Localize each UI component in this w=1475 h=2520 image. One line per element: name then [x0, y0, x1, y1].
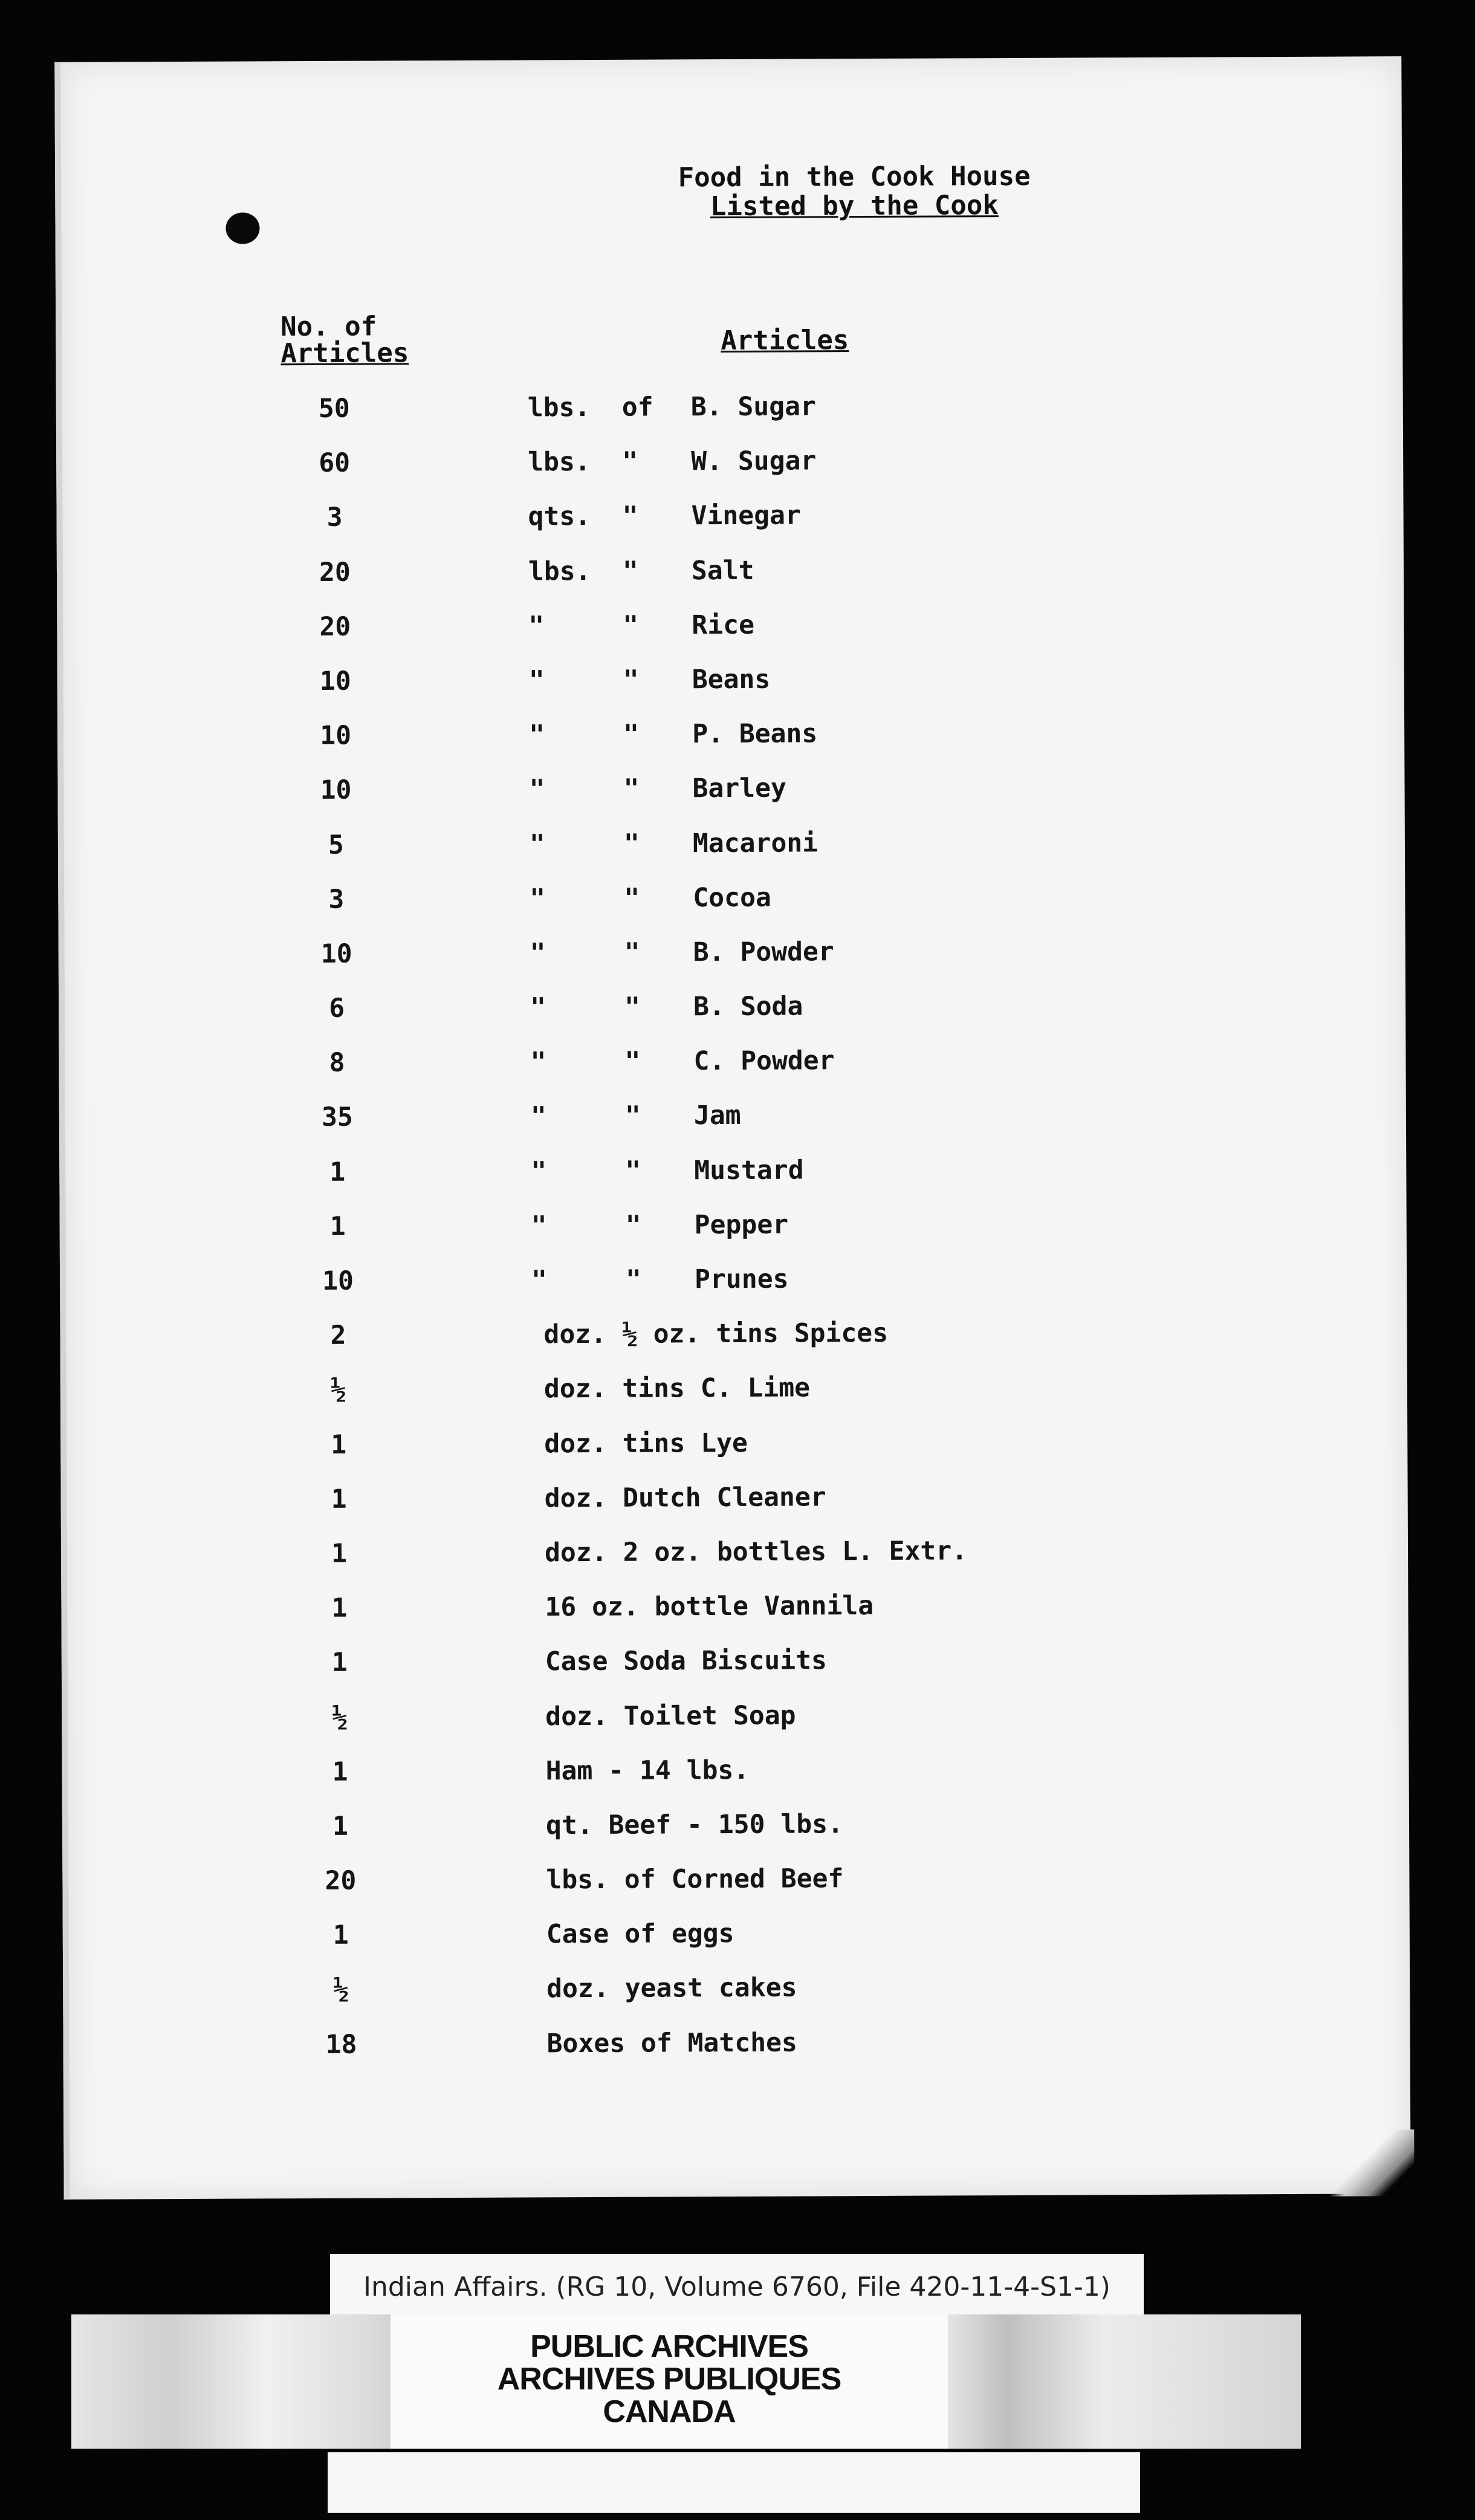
list-item — [63, 758, 1404, 819]
list-item — [65, 1140, 1406, 1201]
item-description: lbs. of Corned Beef — [546, 1863, 844, 1895]
item-of: " — [624, 992, 641, 1022]
item-description: Boxes of Matches — [546, 2027, 797, 2059]
item-description: doz. tins C. Lime — [543, 1372, 811, 1405]
item-name: B. Powder — [693, 937, 834, 968]
item-quantity: 10 — [322, 1265, 354, 1296]
item-of: " — [625, 1264, 642, 1295]
list-item — [62, 431, 1403, 492]
item-unit: " — [529, 828, 545, 859]
item-of: " — [623, 828, 640, 859]
item-quantity: 1 — [331, 1648, 348, 1678]
item-quantity: 20 — [319, 557, 351, 588]
item-name: C. Powder — [693, 1045, 835, 1077]
item-of: " — [622, 556, 638, 586]
item-name: Rice — [692, 609, 755, 641]
list-item — [63, 649, 1404, 710]
item-quantity: 10 — [320, 720, 352, 752]
item-name: Barley — [692, 773, 787, 804]
list-item — [68, 1849, 1409, 1909]
item-description: Case Soda Biscuits — [545, 1645, 827, 1677]
list-item — [64, 813, 1405, 874]
item-quantity: 50 — [318, 393, 350, 424]
item-of: " — [624, 937, 640, 968]
list-item — [65, 922, 1405, 982]
item-name: Vinegar — [691, 500, 801, 531]
header-no-line-1: No. of — [280, 311, 377, 343]
item-of: " — [623, 773, 640, 805]
item-of: " — [623, 664, 639, 695]
item-name: P. Beans — [692, 718, 818, 750]
item-quantity: ½ — [330, 1375, 346, 1406]
item-description: doz. Dutch Cleaner — [544, 1482, 826, 1514]
item-quantity: 1 — [331, 1538, 348, 1569]
list-item — [68, 1631, 1409, 1691]
item-description: doz. tins Lye — [544, 1427, 748, 1459]
blank-label — [328, 2452, 1140, 2513]
title-line-2: Listed by the Cook — [710, 190, 999, 222]
item-quantity: 1 — [329, 1157, 346, 1187]
item-unit: " — [530, 992, 546, 1023]
item-description: 16 oz. bottle Vannila — [545, 1591, 874, 1623]
item-name: Prunes — [694, 1264, 789, 1295]
item-of: " — [624, 1101, 641, 1132]
item-description: qt. Beef - 150 lbs. — [545, 1809, 844, 1841]
item-quantity: 1 — [332, 1756, 348, 1787]
list-item — [62, 377, 1403, 437]
page-curl — [1323, 2129, 1414, 2197]
item-quantity: 10 — [320, 938, 352, 969]
header-no-line-2: Articles — [280, 337, 409, 369]
list-item — [66, 1359, 1407, 1419]
item-unit: lbs. — [528, 447, 591, 478]
item-of: " — [625, 1210, 641, 1241]
item-of: " — [624, 1046, 641, 1077]
item-unit: " — [529, 719, 545, 750]
list-item — [65, 1086, 1406, 1146]
item-unit: lbs. — [527, 392, 591, 423]
punch-hole — [225, 212, 259, 244]
item-description: doz. 2 oz. bottles L. Extr. — [544, 1536, 968, 1568]
list-item — [69, 1903, 1410, 1964]
item-of: " — [622, 446, 638, 477]
item-of: " — [623, 610, 639, 641]
item-name: Macaroni — [692, 827, 819, 859]
list-item — [68, 1686, 1409, 1746]
archives-line-1: PUBLIC ARCHIVES — [530, 2329, 808, 2364]
item-unit: " — [530, 938, 546, 969]
item-quantity: 1 — [331, 1593, 348, 1624]
item-quantity: 1 — [331, 1484, 347, 1515]
item-quantity: 1 — [329, 1211, 346, 1242]
item-unit: " — [530, 1047, 546, 1077]
item-quantity: 10 — [319, 666, 351, 697]
list-item — [68, 1740, 1409, 1801]
list-item — [63, 704, 1404, 764]
item-quantity: 3 — [328, 884, 345, 915]
list-item — [66, 1413, 1407, 1473]
column-header-number — [280, 313, 438, 367]
list-item — [67, 1576, 1408, 1637]
item-of: " — [624, 883, 640, 914]
item-name: W. Sugar — [691, 446, 817, 477]
item-unit: lbs. — [528, 556, 591, 587]
column-header-articles: Articles — [721, 325, 849, 357]
item-description: Ham - 14 lbs. — [545, 1755, 750, 1787]
list-item — [69, 2013, 1410, 2073]
list-item — [65, 1031, 1405, 1091]
item-quantity: ½ — [332, 1702, 348, 1733]
item-quantity: 20 — [325, 1865, 357, 1897]
document-title — [582, 161, 1126, 222]
item-of: of — [621, 392, 653, 423]
item-description: doz. Toilet Soap — [545, 1700, 796, 1732]
item-unit: " — [529, 774, 545, 805]
title-line-1: Food in the Cook House — [678, 160, 1031, 193]
list-item — [63, 541, 1404, 601]
item-quantity: 5 — [328, 830, 344, 860]
archives-line-3: CANADA — [603, 2394, 736, 2429]
item-quantity: 18 — [325, 2029, 357, 2060]
item-quantity: 1 — [332, 1811, 349, 1842]
item-unit: qts. — [528, 501, 591, 532]
item-unit: " — [528, 611, 545, 641]
item-description: doz. ½ oz. tins Spices — [543, 1318, 889, 1350]
item-unit: " — [531, 1155, 547, 1187]
item-unit: " — [531, 1210, 547, 1241]
item-of: " — [622, 501, 638, 532]
item-quantity: 3 — [326, 502, 343, 533]
archives-line-2: ARCHIVES PUBLIQUES — [497, 2362, 841, 2397]
list-item — [69, 1958, 1410, 2019]
document-page — [54, 56, 1410, 2200]
item-of: " — [625, 1155, 641, 1186]
item-quantity: 10 — [320, 775, 352, 806]
item-name: B. Sugar — [690, 391, 817, 423]
item-name: Beans — [692, 664, 771, 695]
item-quantity: 35 — [321, 1102, 353, 1133]
item-name: Cocoa — [693, 882, 771, 913]
archive-reference-label: Indian Affairs. (RG 10, Volume 6760, File 420-11-4-S1-1) — [330, 2254, 1144, 2320]
item-name: B. Soda — [693, 991, 803, 1022]
item-quantity: 60 — [319, 447, 351, 479]
item-unit: " — [528, 665, 545, 696]
item-quantity: 1 — [331, 1429, 347, 1460]
list-item — [67, 1522, 1408, 1582]
list-item — [63, 595, 1404, 655]
item-name: Salt — [691, 555, 754, 586]
item-unit: " — [531, 1265, 548, 1296]
list-item — [66, 1467, 1407, 1528]
list-item — [66, 1249, 1407, 1310]
item-unit: " — [530, 883, 546, 914]
item-name: Mustard — [694, 1155, 804, 1186]
articles-list — [62, 377, 1410, 2073]
item-quantity: 2 — [330, 1320, 346, 1351]
item-of: " — [623, 719, 640, 750]
item-name: Pepper — [694, 1209, 789, 1241]
list-item — [62, 486, 1403, 547]
item-quantity: 1 — [332, 1920, 349, 1951]
list-item — [68, 1794, 1409, 1855]
list-item — [64, 868, 1405, 928]
item-description: Case of eggs — [546, 1918, 734, 1950]
archives-stamp — [391, 2314, 948, 2449]
item-name: Jam — [693, 1100, 741, 1131]
item-description: doz. yeast cakes — [546, 1972, 797, 2004]
item-unit: " — [530, 1101, 546, 1132]
list-item — [66, 1195, 1407, 1255]
item-quantity: 6 — [329, 993, 345, 1024]
item-quantity: ½ — [333, 1975, 349, 2005]
list-item — [66, 1304, 1407, 1364]
list-item — [65, 976, 1405, 1037]
item-quantity: 20 — [319, 611, 351, 642]
item-quantity: 8 — [329, 1048, 345, 1079]
